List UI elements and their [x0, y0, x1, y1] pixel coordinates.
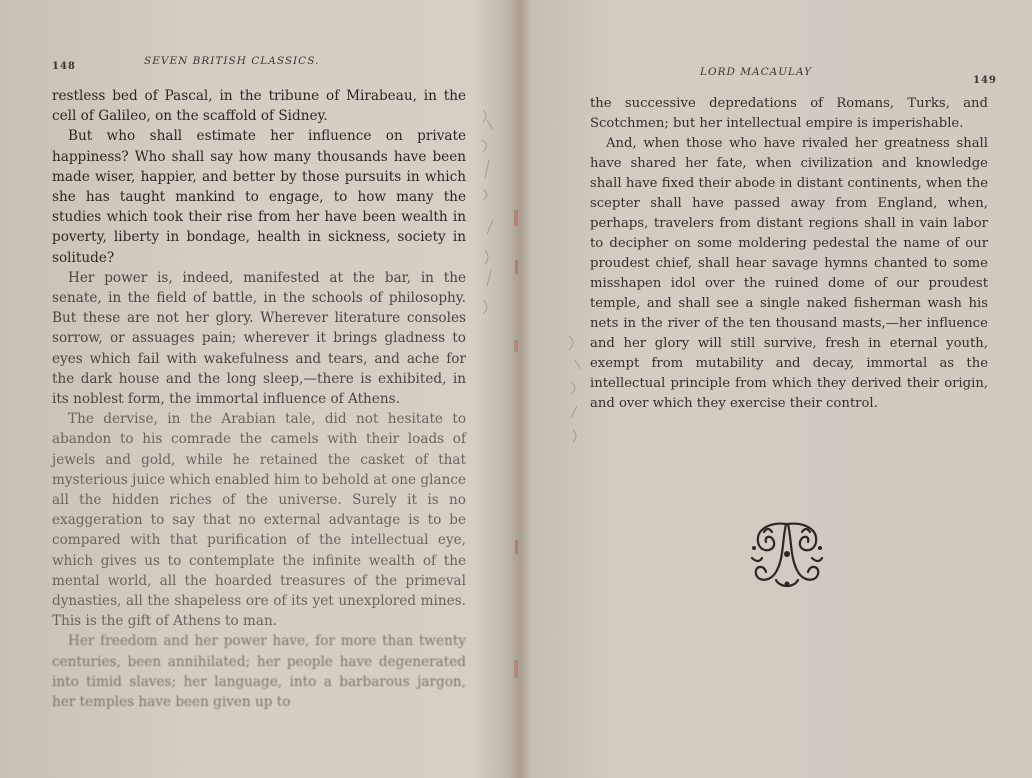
left-paragraph-5: Her freedom and her power have, for more than twenty centuries, been annihilated; her people have degenerated into timid slaves; her language, into a barbarous jargon, her temples have been given up to [52, 633, 466, 711]
right-paragraph-1: the successive depredations of Romans, Turks, and Scotchmen; but her intellectual empire is imperishable. [590, 96, 988, 131]
left-paragraph-1: restless bed of Pascal, in the tribune of Mirabeau, in the cell of Galileo, on the scaffold of Sidney. [52, 88, 466, 125]
right-paragraph-2: And, when those who have rivaled her greatness shall have shared her fate, when civilization and knowledge shall have fixed their abode in distant continents, when the scepter shall have passed away from England, when, perhaps, travelers from distant regions shall in vain labor to decipher on some moldering pedestal the name of our proudest chief, shall hear savage hymns chanted to some misshapen idol over the ruined dome of our proudest temple, and shall see a single naked fisherman wash his nets in the river of the ten thousand masts,—her influence and her glory will still survive, fresh in eternal youth, exempt from mutability and decay, immortal as the intellectual principle from which they derived their origin, and over which they exercise their control. [590, 136, 988, 411]
right-body-text [590, 94, 988, 414]
right-running-head [590, 66, 1032, 88]
floral-tailpiece-icon [746, 518, 828, 590]
left-paragraph-2: But who shall estimate her influence on private happiness? Who shall say how many thousands have been made wiser, happier, and better by those pursuits in which she has taught mankind to engage, to how many the studies which took their rise from her have been wealth in poverty, liberty in bondage, health in sickness, society in solitude? [52, 128, 466, 266]
left-page [0, 0, 512, 778]
left-body-text [52, 86, 466, 712]
left-page-number: 148 [52, 61, 76, 72]
right-running-title: LORD MACAULAY [700, 66, 813, 78]
left-paragraph-3: Her power is, indeed, manifested at the bar, in the senate, in the field of battle, in the schools of philosophy. But these are not her glory. Wherever literature consoles sorrow, or assuages pain; wherever it brings gladness to eyes which fail with wakefulness and tears, and ache for the dark house and the long sleep,—there is exhibited, in its noblest form, the immortal influence of Athens. [52, 269, 466, 408]
left-paragraph-4: The dervise, in the Arabian tale, did not hesitate to abandon to his comrade the camels with their loads of jewels and gold, while he retained the casket of that mysterious juice which enabled him to behold at one glance all the hidden riches of the universe. Surely it is no exaggeration to say that no external advantage is to be compared with that purification of the intellectual eye, which gives us to contemplate the infinite wealth of the mental world, all the hoarded treasures of the primeval dynasties, all the shapeless ore of its yet unexplored mines. This is the gift of Athens to man. [52, 411, 466, 630]
left-running-head [52, 55, 512, 77]
right-page [528, 0, 1032, 778]
left-running-title: SEVEN BRITISH CLASSICS. [144, 55, 320, 67]
right-page-number: 149 [973, 75, 997, 86]
